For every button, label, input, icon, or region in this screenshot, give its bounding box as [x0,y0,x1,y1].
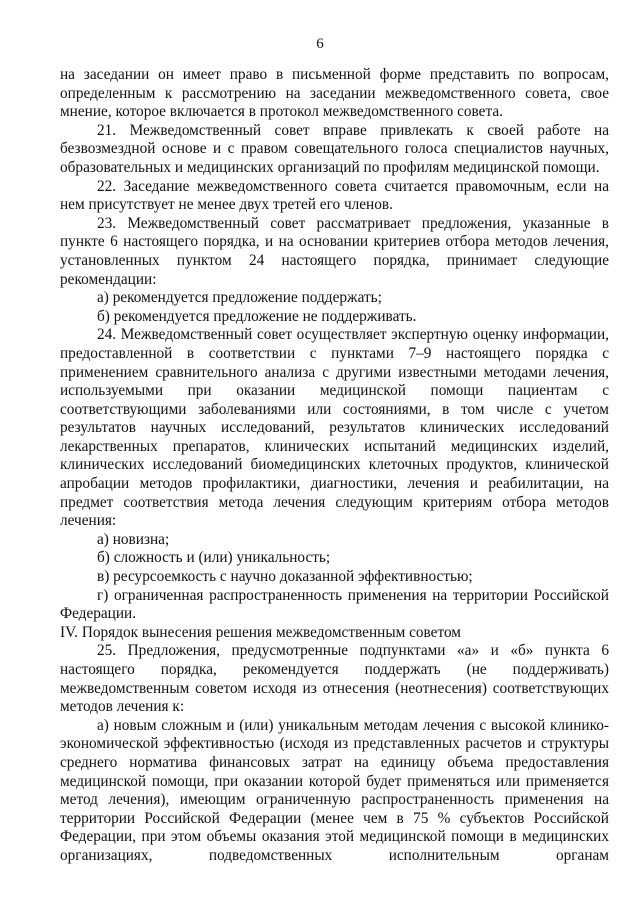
paragraph-23-item-a: а) рекомендуется предложение поддержать; [97,289,382,307]
paragraph-23: 23. Межведомственный совет рассматривает предложения, указанные в пункте 6 настоящего порядка, и на основании критериев отбора методов лечения, установленных пунктом 24 настоящего порядка, принимает следующие рекомендации: [60,214,609,288]
paragraph-24-item-c: в) ресурсоемкость с научно доказанной эффективностью; [97,568,473,586]
paragraph-25-item-a: а) новым сложным и (или) уникальным методам лечения с высокой клинико-экономической эффективностью (исходя из представленных расчетов и структуры среднего норматива финансовых затрат на единицу объема предоставления медицинской помощи, при оказании которой будет применяться или применяется метод лечения), имеющим ограниченную распространенность применения на территории Российской Федерации (менее чем в 75 % субъектов Российской Федерации, при этом объемы оказания этой медицинской помощи в медицинских организациях, подведомственных исполнительным органам [60,716,609,864]
paragraph-22: 22. Заседание межведомственного совета считается правомочным, если на нем присутствует не менее двух третей его членов. [60,177,609,214]
paragraph-24-item-d: г) ограниченная распространенность применения на территории Российской Федерации. [60,586,609,623]
paragraph-24-item-a: а) новизна; [97,530,170,548]
paragraph-24-item-b: б) сложность и (или) уникальность; [97,549,331,567]
paragraph-25: 25. Предложения, предусмотренные подпунктами «а» и «б» пункта 6 настоящего порядка, рекомендуется поддержать (не поддерживать) межведомственным советом исходя из отнесения (неотнесения) соответствующих методов лечения к: [60,642,609,716]
document-body [60,66,609,866]
paragraph-continuation: на заседании он имеет право в письменной форме представить по вопросам, определенным к рассмотрению на заседании межведомственного совета, свое мнение, которое включается в протокол межведомственного совета. [60,66,609,121]
page-number: 6 [316,36,324,52]
section-heading: IV. Порядок вынесения решения межведомственным советом [60,623,461,641]
paragraph-21: 21. Межведомственный совет вправе привлекать к своей работе на безвозмездной основе и с правом совещательного голоса специалистов научных, образовательных и медицинских организаций по профилям медицинской помощи. [60,121,609,176]
paragraph-24: 24. Межведомственный совет осуществляет экспертную оценку информации, предоставленной в соответствии с пунктами 7–9 настоящего порядка с применением сравнительного анализа с другими известными методами лечения, используемыми при оказании медицинской помощи пациентам с соответствующими заболеваниями или состояниями, в том числе с учетом результатов научных исследований, результатов клинических исследований лекарственных препаратов, клинических испытаний медицинских изделий, клинических исследований биомедицинских клеточных продуктов, клинической апробации методов профилактики, диагностики, лечения и реабилитации, на предмет соответствия метода лечения следующим критериям отбора методов лечения: [60,326,609,530]
paragraph-23-item-b: б) рекомендуется предложение не поддерживать. [97,307,417,325]
